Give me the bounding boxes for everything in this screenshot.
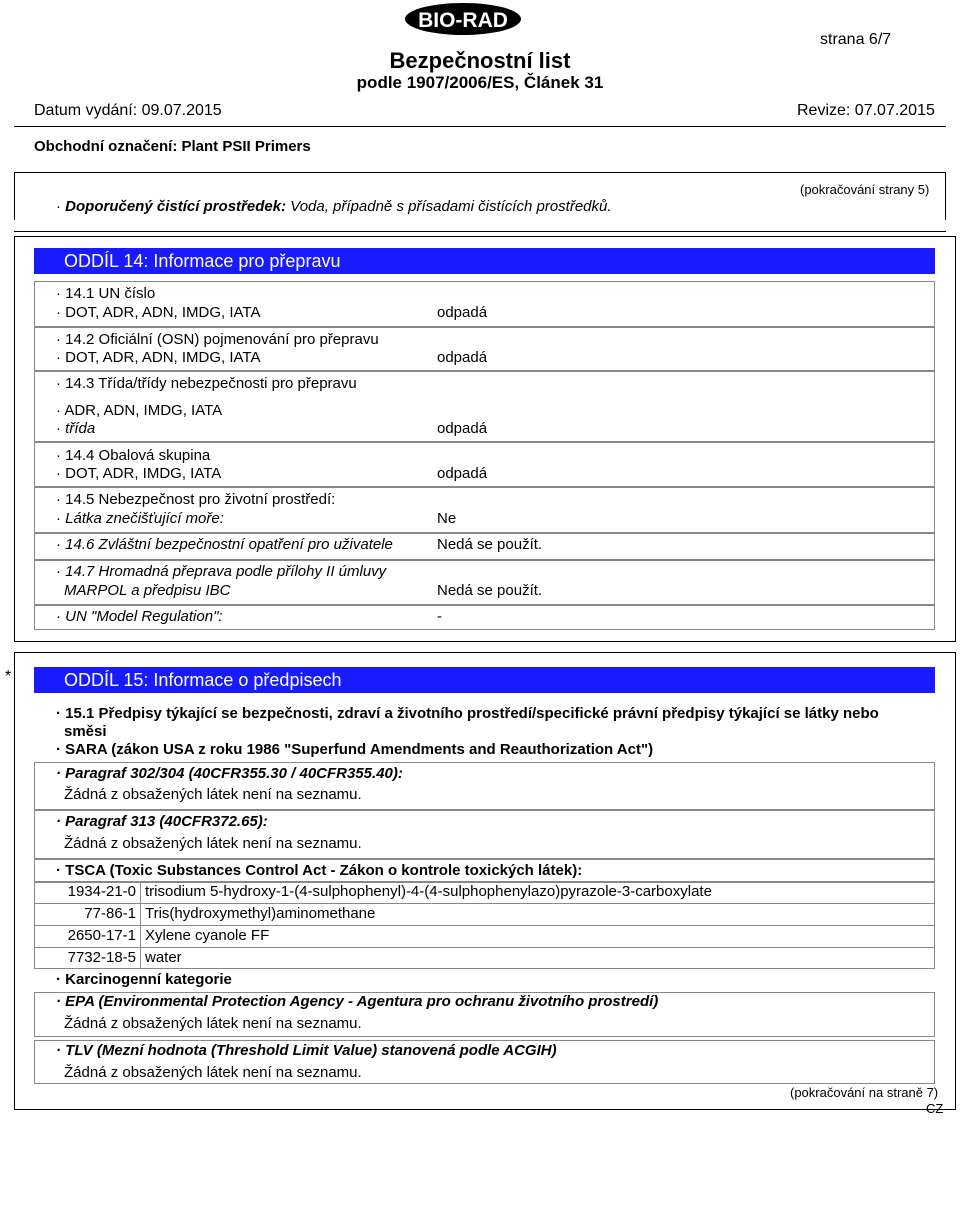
left-rule: [14, 172, 15, 220]
s14-r3-value: odpadá: [437, 420, 488, 437]
tsca-cas: 7732-18-5: [67, 949, 136, 966]
revision-date: Revize: 07.07.2015: [797, 102, 935, 119]
s14-r6-value: Nedá se použít.: [437, 536, 543, 553]
section-14-heading: ODDÍL 14: Informace pro přepravu: [34, 248, 935, 274]
bio-rad-logo: [404, 2, 522, 36]
s14-r4-sub: · DOT, ADR, IMDG, IATA: [56, 465, 222, 482]
svg-text:BIO-RAD: BIO-RAD: [418, 9, 508, 32]
header-divider-2: [14, 172, 946, 173]
s14-r5-sub: · Látka znečišťující moře:: [56, 510, 224, 527]
tsca-substance: Xylene cyanole FF: [145, 927, 270, 944]
s14-r5-value: Ne: [437, 510, 457, 527]
s14-r8-label: · UN "Model Regulation":: [56, 608, 223, 625]
page-number: strana 6/7: [820, 31, 892, 48]
s14-r3-label: · 14.3 Třída/třídy nebezpečnosti pro přepravu: [56, 375, 357, 392]
tsca-cas: 1934-21-0: [67, 883, 136, 900]
tsca-substance: Tris(hydroxymethyl)aminomethane: [145, 905, 376, 922]
section-15-heading: ODDÍL 15: Informace o předpisech: [34, 667, 935, 693]
s14-r3-sub: · ADR, ADN, IMDG, IATA: [56, 402, 223, 419]
s14-r3-class: · třída: [56, 420, 96, 437]
par313-heading: · Paragraf 313 (40CFR372.65):: [56, 813, 268, 830]
s14-r4-label: · 14.4 Obalová skupina: [56, 447, 211, 464]
s14-r7-label: · 14.7 Hromadná přeprava podle přílohy II úmluvy: [56, 563, 387, 580]
epa-heading: · EPA (Environmental Protection Agency - Agentura pro ochranu životního prostredí): [56, 993, 659, 1010]
tsca-cas: 2650-17-1: [67, 927, 136, 944]
document-subtitle: podle 1907/2006/ES, Článek 31: [356, 73, 604, 92]
s14-r7-value: Nedá se použít.: [437, 582, 543, 599]
tlv-none: Žádná z obsažených látek není na seznamu.: [64, 1064, 362, 1081]
cleaner-line: · Doporučený čistící prostředek: Voda, případně s přísadami čistících prostředků.: [56, 198, 612, 215]
s14-r2-label: · 14.2 Oficiální (OSN) pojmenování pro přepravu: [56, 331, 379, 348]
s14-r1-value: odpadá: [437, 304, 488, 321]
s14-r6-label: · 14.6 Zvláštní bezpečnostní opatření pro uživatele: [56, 536, 393, 553]
intro-divider: [14, 231, 946, 232]
tsca-cas: 77-86-1: [84, 905, 136, 922]
par302-heading: · Paragraf 302/304 (40CFR355.30 / 40CFR355.40):: [56, 765, 403, 782]
s14-r7-sub: MARPOL a předpisu IBC: [64, 582, 231, 599]
right-rule: [945, 172, 946, 220]
trade-name: Obchodní označení: Plant PSII Primers: [34, 138, 311, 155]
sara-heading: · SARA (zákon USA z roku 1986 "Superfund Amendments and Reauthorization Act"): [56, 741, 654, 758]
s15-1-text: · 15.1 Předpisy týkající se bezpečnosti, zdraví a životního prostředí/specifické právní předpisy týkající se látky nebo: [56, 705, 879, 722]
s14-r1-sub: · DOT, ADR, ADN, IMDG, IATA: [56, 304, 261, 321]
s14-r5-label: · 14.5 Nebezpečnost pro životní prostředí:: [56, 491, 336, 508]
s15-1-text-cont: směsi: [64, 723, 107, 740]
change-mark: *: [5, 668, 12, 685]
s14-r2-value: odpadá: [437, 349, 488, 366]
header-divider: [14, 126, 946, 127]
document-title: Bezpečnostní list: [389, 48, 571, 73]
s14-r8-value: -: [437, 608, 442, 625]
issue-date: Datum vydání: 09.07.2015: [34, 102, 222, 119]
tsca-substance: water: [145, 949, 182, 966]
s14-r2-sub: · DOT, ADR, ADN, IMDG, IATA: [56, 349, 261, 366]
s14-r1-label: · 14.1 UN číslo: [56, 285, 156, 302]
par302-none: Žádná z obsažených látek není na seznamu.: [64, 786, 362, 803]
tsca-heading: · TSCA (Toxic Substances Control Act - Zákon o kontrole toxických látek):: [56, 862, 583, 879]
carc-heading: · Karcinogenní kategorie: [56, 971, 232, 988]
par313-none: Žádná z obsažených látek není na seznamu.: [64, 835, 362, 852]
tsca-substance: trisodium 5-hydroxy-1-(4-sulphophenyl)-4-(4-sulphophenylazo)pyrazole-3-carboxylate: [145, 883, 712, 900]
continued-from: (pokračování strany 5): [800, 182, 930, 197]
s14-r4-value: odpadá: [437, 465, 488, 482]
language-code: CZ: [926, 1101, 944, 1116]
continued-to: (pokračování na straně 7): [790, 1085, 939, 1100]
epa-none: Žádná z obsažených látek není na seznamu.: [64, 1015, 362, 1032]
tlv-heading: · TLV (Mezní hodnota (Threshold Limit Value) stanovená podle ACGIH): [56, 1042, 557, 1059]
